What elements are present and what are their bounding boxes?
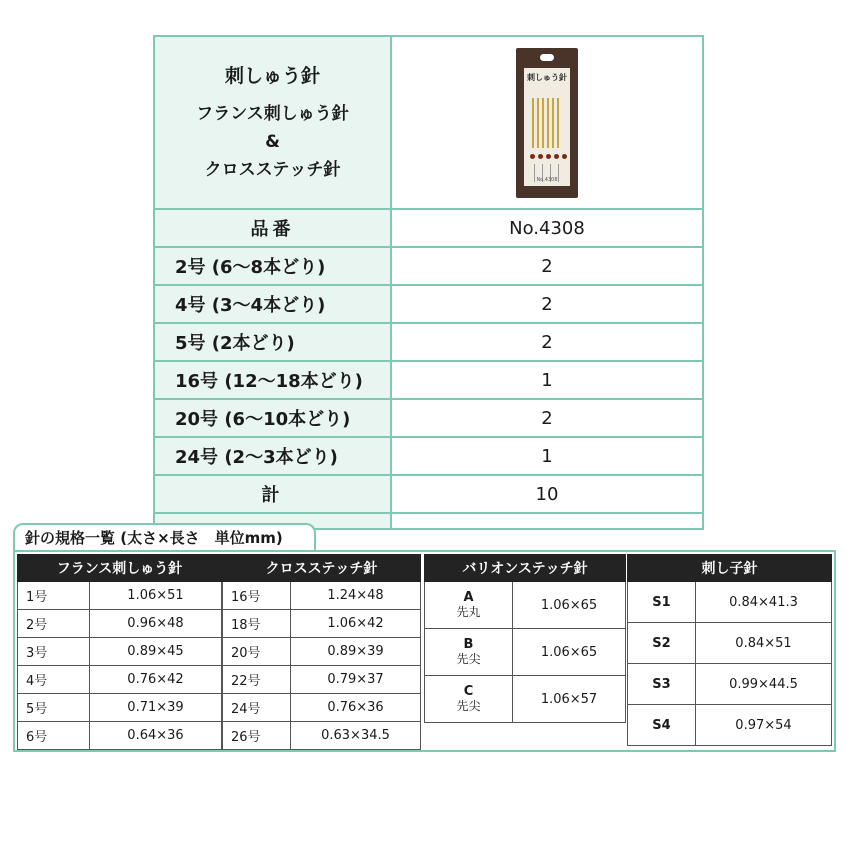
number-label: 品番	[154, 209, 391, 247]
product-package-image	[516, 48, 578, 198]
dim-cell: 1.06×65	[513, 582, 626, 629]
total-label: 計	[154, 475, 391, 513]
number-value: No.4308	[391, 209, 703, 247]
size-cell: 1号	[18, 582, 90, 610]
table-row	[154, 361, 703, 399]
table-row	[18, 722, 222, 750]
dim-cell: 0.63×34.5	[291, 722, 421, 750]
dim-cell: 0.79×37	[291, 666, 421, 694]
product-title-cell	[154, 36, 391, 209]
row-label: 16号 (12〜18本どり)	[154, 361, 391, 399]
cross-header: クロスステッチ針	[223, 555, 421, 582]
french-header: フランス刺しゅう針	[18, 555, 222, 582]
size-cell: 6号	[18, 722, 90, 750]
product-title: 刺しゅう針	[224, 64, 320, 87]
table-row	[154, 247, 703, 285]
table-row	[223, 666, 421, 694]
dim-cell: 1.06×57	[513, 676, 626, 723]
dim-cell: 0.84×51	[696, 623, 832, 664]
table-row	[18, 666, 222, 694]
code-label: A	[463, 590, 474, 605]
bullion-needle-table	[424, 554, 626, 723]
table-row	[223, 638, 421, 666]
table-row	[223, 582, 421, 610]
tip-label: 先丸	[456, 605, 481, 619]
french-needle-table	[17, 554, 222, 750]
dim-cell: 0.89×39	[291, 638, 421, 666]
table-row	[628, 664, 832, 705]
code-cell: S4	[628, 705, 696, 746]
row-value: 2	[391, 285, 703, 323]
size-cell: 22号	[223, 666, 291, 694]
package-foot: No.4308	[536, 176, 558, 183]
spec-heading: 針の規格一覧 (太さ×長さ 単位mm)	[13, 523, 316, 552]
dim-cell: 1.06×65	[513, 629, 626, 676]
package-label: 刺しゅう針	[527, 72, 567, 82]
dim-cell: 0.76×36	[291, 694, 421, 722]
table-row	[425, 582, 626, 629]
size-cell: 3号	[18, 638, 90, 666]
table-spacer	[391, 513, 703, 529]
table-row	[18, 582, 222, 610]
code-cell	[425, 582, 513, 629]
dim-cell: 0.97×54	[696, 705, 832, 746]
product-table	[153, 35, 704, 530]
table-row	[18, 610, 222, 638]
table-row	[425, 676, 626, 723]
size-cell: 5号	[18, 694, 90, 722]
sashiko-header: 刺し子針	[628, 555, 832, 582]
product-subtitle-2: クロスステッチ針	[204, 159, 341, 180]
row-value: 1	[391, 437, 703, 475]
code-cell: S3	[628, 664, 696, 705]
code-label: B	[463, 637, 474, 652]
code-cell	[425, 629, 513, 676]
sashiko-needle-table	[627, 554, 832, 746]
tip-label: 先尖	[456, 652, 481, 666]
dim-cell: 0.99×44.5	[696, 664, 832, 705]
row-label: 4号 (3〜4本どり)	[154, 285, 391, 323]
size-cell: 20号	[223, 638, 291, 666]
size-cell: 26号	[223, 722, 291, 750]
table-row	[223, 694, 421, 722]
code-cell: S2	[628, 623, 696, 664]
size-cell: 16号	[223, 582, 291, 610]
cross-stitch-needle-table	[222, 554, 421, 750]
row-value: 1	[391, 361, 703, 399]
tip-label: 先尖	[456, 699, 481, 713]
table-row	[628, 623, 832, 664]
dim-cell: 1.24×48	[291, 582, 421, 610]
dim-cell: 0.76×42	[90, 666, 222, 694]
size-cell: 2号	[18, 610, 90, 638]
row-value: 2	[391, 247, 703, 285]
row-label: 24号 (2〜3本どり)	[154, 437, 391, 475]
dim-cell: 0.89×45	[90, 638, 222, 666]
code-cell: S1	[628, 582, 696, 623]
table-row	[223, 610, 421, 638]
code-cell	[425, 676, 513, 723]
total-value: 10	[391, 475, 703, 513]
table-row	[223, 722, 421, 750]
dim-cell: 0.71×39	[90, 694, 222, 722]
table-row	[628, 582, 832, 623]
row-label: 2号 (6〜8本どり)	[154, 247, 391, 285]
dim-cell: 1.06×42	[291, 610, 421, 638]
size-cell: 18号	[223, 610, 291, 638]
table-row	[154, 399, 703, 437]
row-value: 2	[391, 399, 703, 437]
dim-cell: 0.64×36	[90, 722, 222, 750]
product-image-cell	[391, 36, 703, 209]
product-subtitle-amp: &	[265, 131, 280, 152]
table-row	[628, 705, 832, 746]
row-label: 5号 (2本どり)	[154, 323, 391, 361]
dim-cell: 0.96×48	[90, 610, 222, 638]
table-row	[154, 437, 703, 475]
product-subtitle-1: フランス刺しゅう針	[196, 103, 349, 124]
bullion-header: バリオンステッチ針	[425, 555, 626, 582]
dim-cell: 0.84×41.3	[696, 582, 832, 623]
code-label: C	[463, 684, 474, 699]
row-label: 20号 (6〜10本どり)	[154, 399, 391, 437]
table-row	[154, 285, 703, 323]
dim-cell: 1.06×51	[90, 582, 222, 610]
size-cell: 24号	[223, 694, 291, 722]
row-value: 2	[391, 323, 703, 361]
table-row	[425, 629, 626, 676]
table-row	[154, 323, 703, 361]
size-cell: 4号	[18, 666, 90, 694]
table-row	[18, 638, 222, 666]
table-row	[18, 694, 222, 722]
